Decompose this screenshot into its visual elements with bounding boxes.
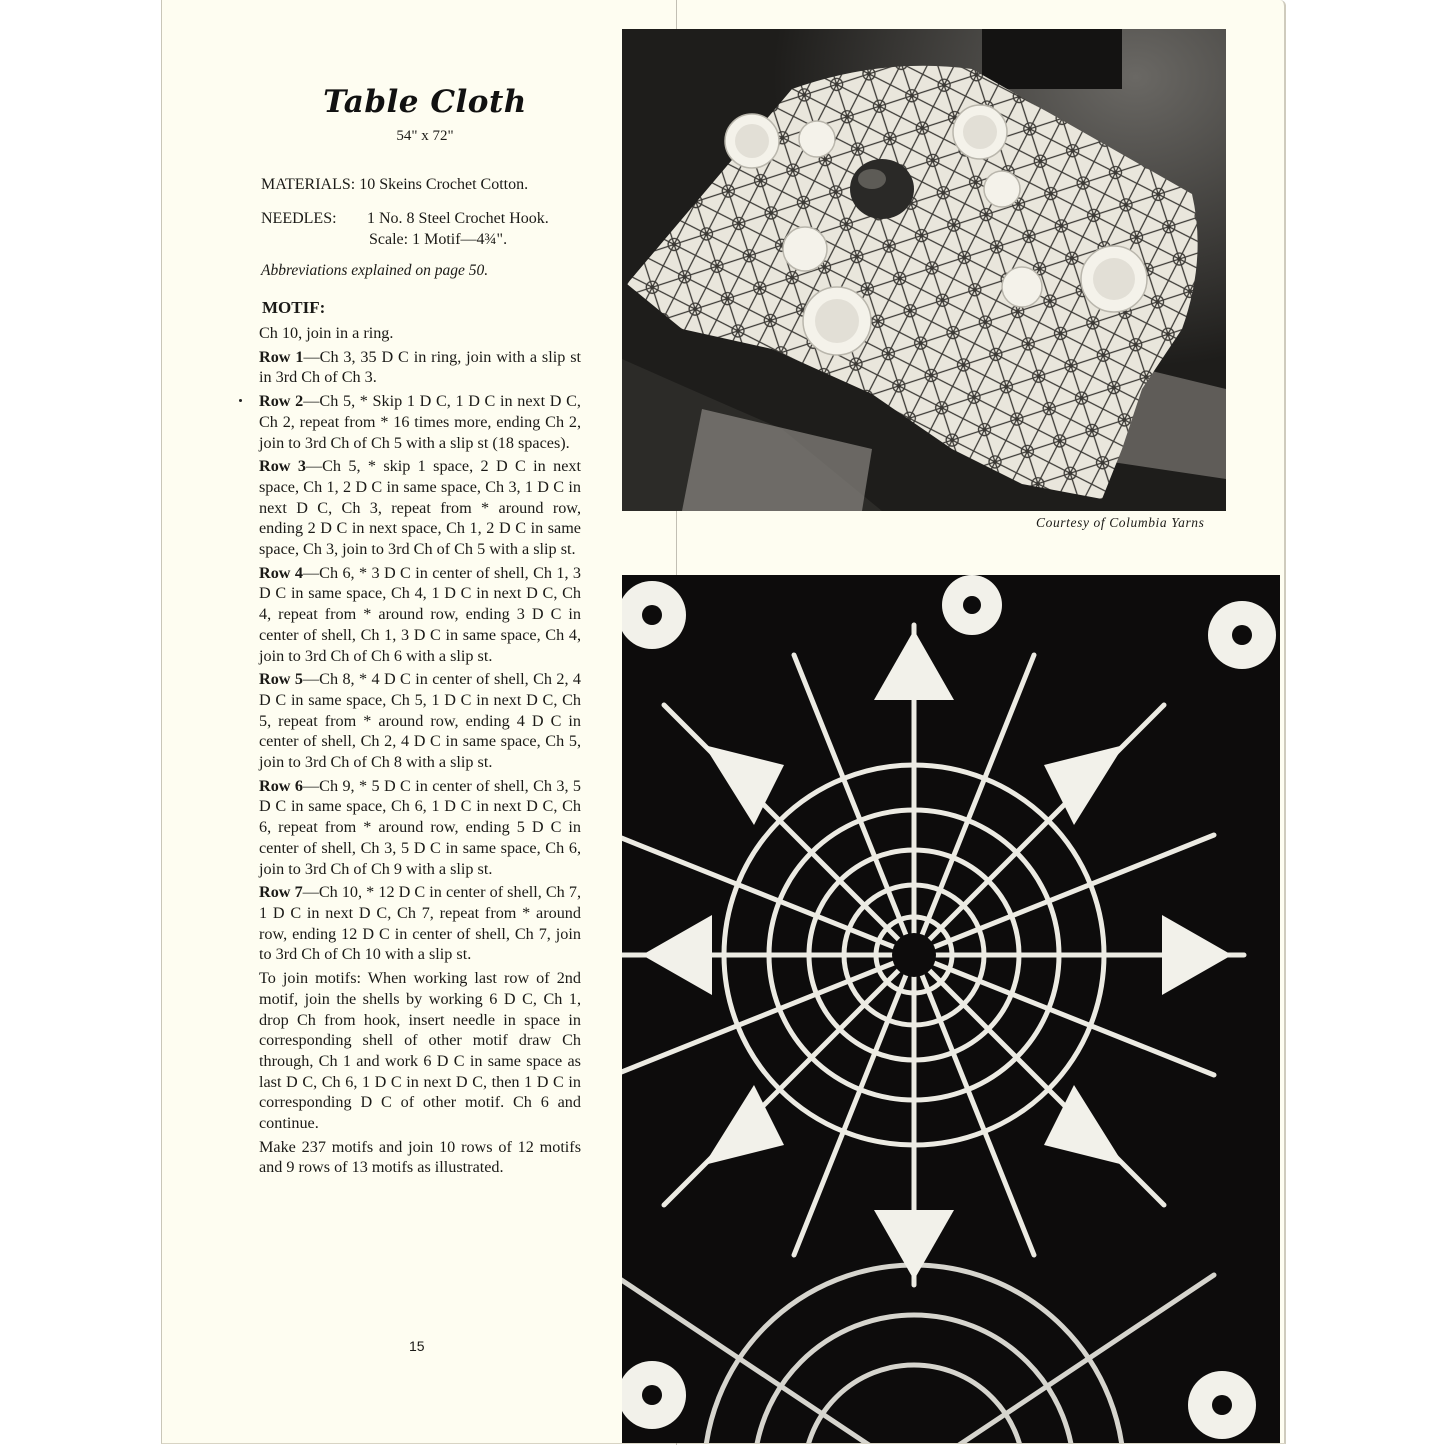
needles-label: NEEDLES: [261,210,337,227]
instruction-row-4: Row 4—Ch 6, * 3 D C in center of shell, Ch 1, 3 D C in same space, Ch 4, 1 D C in next D C, Ch 4, repeat from * around row, ending 3 D C in center of shell, Ch 1, 3 D C in same space, Ch 4, join to 3rd Ch of Ch 6 with a slip st. [259,563,581,665]
instruction-row-6: Row 6—Ch 9, * 5 D C in center of shell, Ch 3, 5 D C in same space, Ch 6, 1 D C in next D C, Ch 6, repeat from * around row, ending 5 D C in center of shell, Ch 3, 5 D C in same space, Ch 6, join to 3rd Ch of Ch 9 with a slip st. [259,776,581,878]
print-speck [239,399,242,402]
materials-line [261,176,528,194]
instruction-row-2: Row 2—Ch 5, * Skip 1 D C, 1 D C in next D C, Ch 2, repeat from * 16 times more, ending Ch 2, join to 3rd Ch of Ch 5 with a slip st (18 spaces). [259,392,581,452]
needles-line [261,210,549,228]
instruction-join-motifs: To join motifs: When working last row of 2nd motif, join the shells by working 6 D C, Ch 1, drop Ch from hook, insert needle in space in corresponding shell of other motif draw Ch through, Ch 1 and work 6 D C in same space as last D C, Ch 6, 1 D C in next D C, then 1 D C in corresponding D C of other motif. Ch 6 and continue. [259,969,581,1133]
photo-caption: Courtesy of Columbia Yarns [1036,515,1205,530]
instructions-column [259,323,581,1181]
instruction-row-3: Row 3—Ch 5, * skip 1 space, 2 D C in next space, Ch 1, 2 D C in same space, Ch 3, 1 D C in next D C, Ch 3, repeat from * around row, ending 2 D C in next space, Ch 1, 2 D C in same space, Ch 3, join to 3rd Ch of Ch 5 with a slip st. [259,457,581,559]
table-photo [622,29,1226,511]
instruction-start: Ch 10, join in a ring. [259,324,394,342]
instruction-row-7: Row 7—Ch 10, * 12 D C in center of shell, Ch 7, 1 D C in next D C, Ch 7, repeat from * around row, ending 12 D C in center of shell, Ch 7, join to 3rd Ch of Ch 10 with a slip st. [259,883,582,964]
detail-photo [622,575,1280,1443]
needles-value: 1 No. 8 Steel Crochet Hook. [367,210,549,227]
scale-line: Scale: 1 Motif—4¾". [369,231,508,248]
materials-label: MATERIALS: [261,176,356,193]
pattern-size: 54" x 72" [396,128,454,144]
instruction-row-1: Row 1—Ch 3, 35 D C in ring, join with a slip st in 3rd Ch of Ch 3. [259,347,581,387]
motif-heading: MOTIF: [262,298,326,317]
materials-value: 10 Skeins Crochet Cotton. [359,176,529,193]
instruction-assembly: Make 237 motifs and join 10 rows of 12 motifs and 9 rows of 13 motifs as illustrated. [259,1137,581,1177]
table-photo-illustration [622,29,1226,511]
pattern-title: Table Cloth [323,84,527,120]
instruction-row-5: Row 5—Ch 8, * 4 D C in center of shell, Ch 2, 4 D C in same space, Ch 5, 1 D C in next D C, Ch 5, repeat from * around row, ending 4 D C in center of shell, Ch 2, 4 D C in same space, Ch 5, join to 3rd Ch of Ch 8 with a slip st. [259,670,581,772]
detail-photo-illustration [622,575,1280,1443]
abbreviations-note: Abbreviations explained on page 50. [261,262,489,279]
page-number: 15 [409,1338,425,1354]
